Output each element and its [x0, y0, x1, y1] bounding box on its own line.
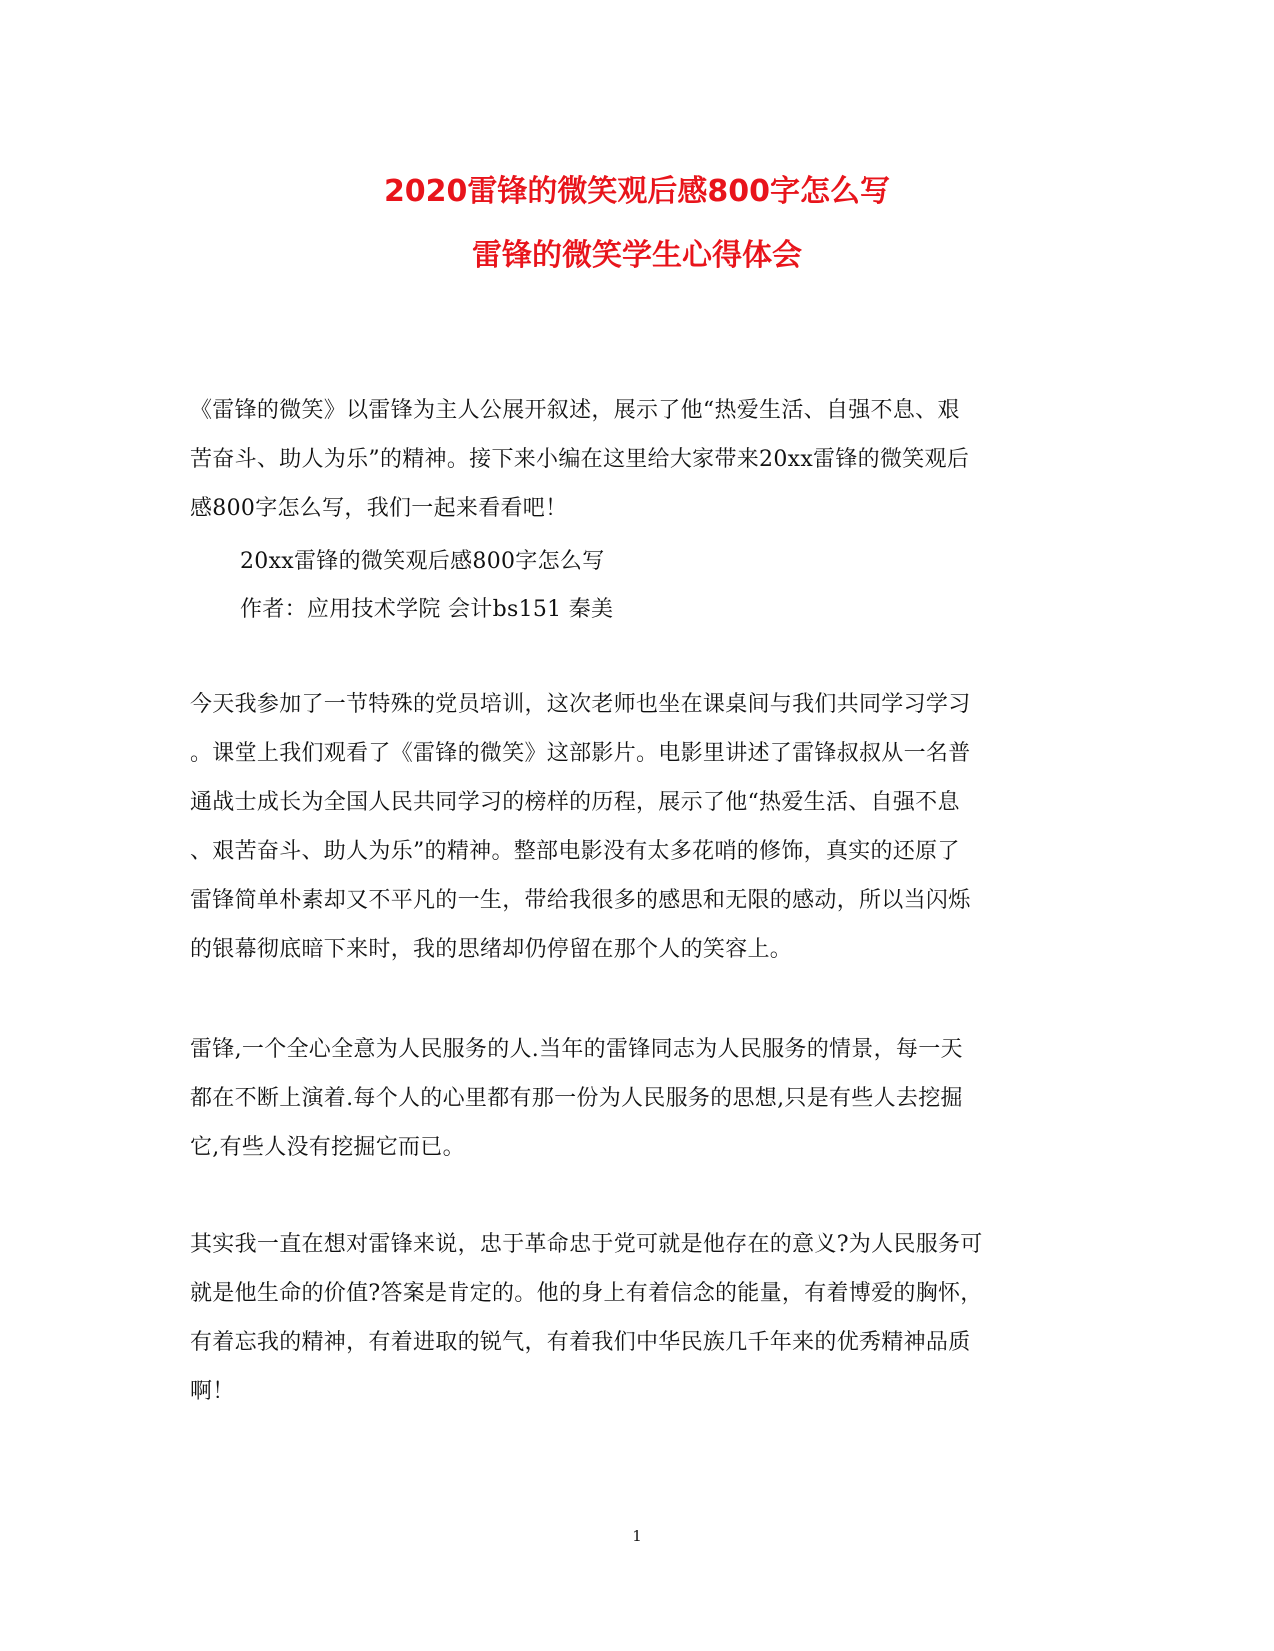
body-paragraph-2 [190, 1025, 1090, 1172]
intro-line: 感800字怎么写，我们一起来看看吧！ [190, 496, 568, 521]
paragraph-line: 它,有些人没有挖掘它而已。 [190, 1135, 465, 1160]
paragraph-line: 通战士成长为全国人民共同学习的榜样的历程，展示了他“热爱生活、自强不息 [190, 790, 960, 815]
document-title: 2020雷锋的微笑观后感800字怎么写 [383, 174, 891, 209]
article-heading [240, 537, 1140, 586]
body-paragraph-3 [190, 1220, 1090, 1416]
paragraph-line: 今天我参加了一节特殊的党员培训，这次老师也坐在课桌间与我们共同学习学习 [190, 692, 971, 717]
paragraph-line: 有着忘我的精神，有着进取的锐气，有着我们中华民族几千年来的优秀精神品质 [190, 1330, 971, 1355]
paragraph-line: 的银幕彻底暗下来时，我的思绪却仍停留在那个人的笑容上。 [190, 937, 793, 962]
document-subtitle: 雷锋的微笑学生心得体会 [472, 238, 802, 273]
intro-line: 苦奋斗、助人为乐”的精神。接下来小编在这里给大家带来20xx雷锋的微笑观后 [190, 447, 970, 472]
paragraph-line: 其实我一直在想对雷锋来说，忠于革命忠于党可就是他存在的意义?为人民服务可 [190, 1232, 983, 1257]
body-paragraph-1 [190, 680, 1090, 974]
paragraph-line: 都在不断上演着.每个人的心里都有那一份为人民服务的思想,只是有些人去挖掘 [190, 1086, 963, 1111]
article-heading-text: 20xx雷锋的微笑观后感800字怎么写 [240, 549, 605, 574]
author-line [240, 585, 1140, 634]
author-text: 作者：应用技术学院 会计bs151 秦美 [240, 597, 614, 622]
paragraph-line: 啊！ [190, 1379, 235, 1404]
intro-paragraph [190, 386, 1090, 533]
intro-line: 《雷锋的微笑》以雷锋为主人公展开叙述，展示了他“热爱生活、自强不息、艰 [190, 398, 960, 423]
page-number: 1 [632, 1527, 642, 1545]
paragraph-line: 。课堂上我们观看了《雷锋的微笑》这部影片。电影里讲述了雷锋叔叔从一名普 [190, 741, 971, 766]
paragraph-line: 就是他生命的价值?答案是肯定的。他的身上有着信念的能量，有着博爱的胸怀， [190, 1281, 983, 1306]
paragraph-line: 、艰苦奋斗、助人为乐”的精神。整部电影没有太多花哨的修饰，真实的还原了 [190, 839, 960, 864]
paragraph-line: 雷锋,一个全心全意为人民服务的人.当年的雷锋同志为人民服务的情景，每一天 [190, 1037, 963, 1062]
paragraph-line: 雷锋简单朴素却又不平凡的一生，带给我很多的感思和无限的感动，所以当闪烁 [190, 888, 971, 913]
